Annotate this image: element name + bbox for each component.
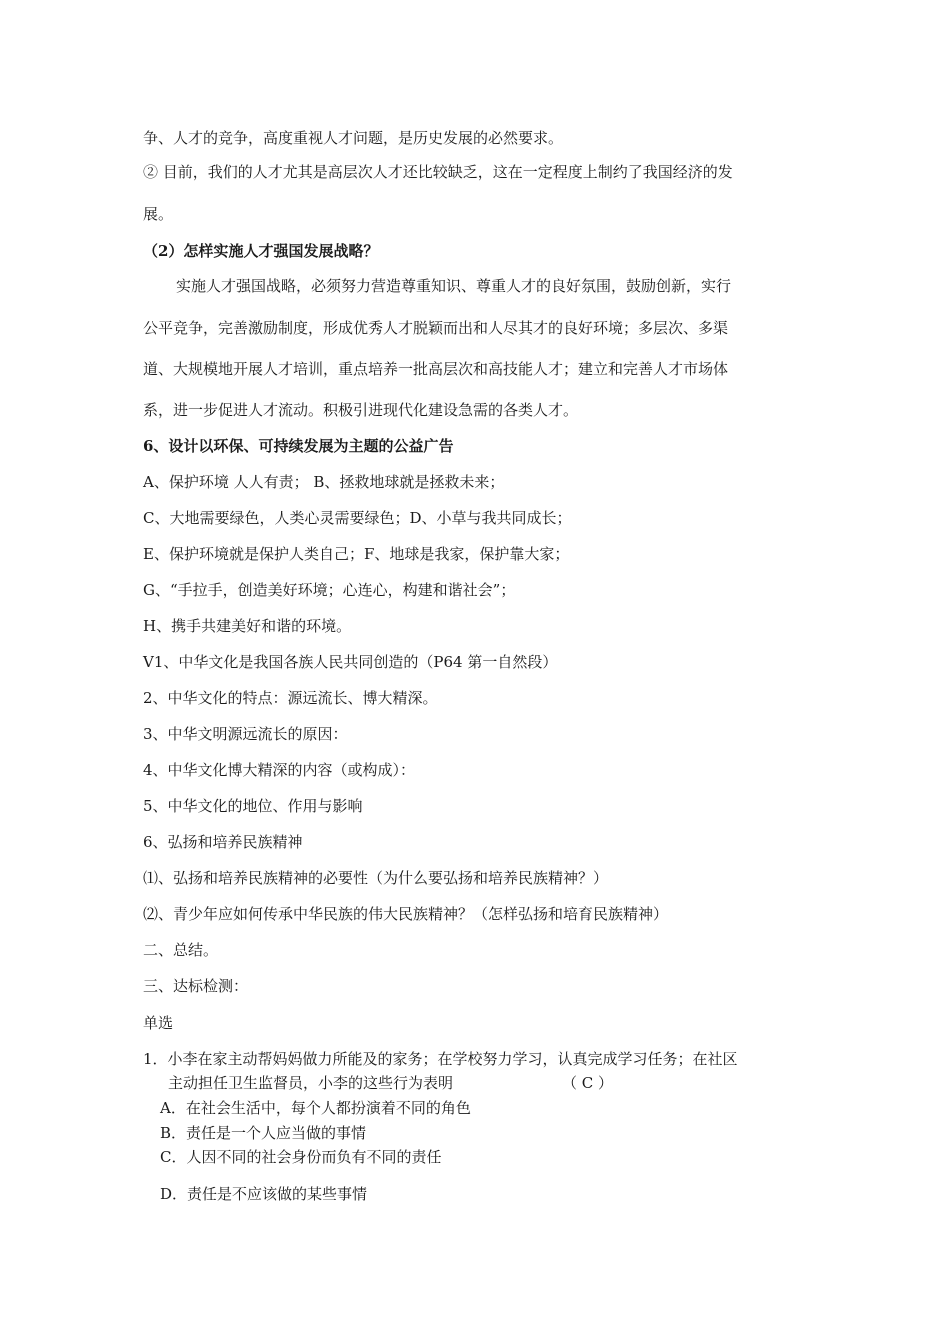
text-line: ⑵、青少年应如何传承中华民族的伟大民族精神？（怎样弘扬和培育民族精神） — [143, 905, 669, 923]
text-line: 5、中华文化的地位、作用与影响 — [143, 797, 363, 815]
section-heading: （2）怎样实施人才强国发展战略？ — [143, 242, 379, 260]
text-line: E、保护环境就是保护人类自己；F、地球是我家，保护靠大家； — [143, 545, 570, 563]
text-line: 三、达标检测： — [143, 977, 249, 995]
text-line: 展。 — [143, 205, 174, 223]
text-line: Ⅴ1、中华文化是我国各族人民共同创造的（P64 第一自然段） — [143, 653, 558, 671]
section-heading: 6、设计以环保、可持续发展为主题的公益广告 — [143, 437, 454, 455]
option-b: B．责任是一个人应当做的事情 — [160, 1124, 367, 1142]
text-line: 道、大规模地开展人才培训，重点培养一批高层次和高技能人才；建立和完善人才市场体 — [143, 360, 729, 378]
text-line: G、“手拉手，创造美好环境；心连心，构建和谐社会”； — [143, 581, 516, 599]
text-line: 4、中华文化博大精深的内容（或构成）： — [143, 761, 416, 779]
option-c: C．人因不同的社会身份而负有不同的责任 — [160, 1148, 442, 1166]
question-text — [168, 1074, 453, 1092]
text-line: 二、总结。 — [143, 941, 219, 959]
text-line: ② 目前，我们的人才尤其是高层次人才还比较缺乏，这在一定程度上制约了我国经济的发 — [143, 163, 733, 181]
text-line: 公平竞争，完善激励制度，形成优秀人才脱颖而出和人尽其才的良好环境；多层次、多渠 — [143, 319, 729, 337]
option-d: D．责任是不应该做的某些事情 — [160, 1185, 368, 1203]
text-line: 单选 — [143, 1014, 174, 1032]
question-text-continued: 主动担任卫生监督员，小李的这些行为表明 — [168, 1074, 454, 1092]
option-a: A．在社会生活中，每个人都扮演着不同的角色 — [160, 1099, 471, 1117]
text-line: 系，进一步促进人才流动。积极引进现代化建设急需的各类人才。 — [143, 401, 579, 419]
text-line: 实施人才强国战略，必须努力营造尊重知识、尊重人才的良好氛围，鼓励创新，实行 — [176, 277, 732, 295]
text-line: ⑴、弘扬和培养民族精神的必要性（为什么要弘扬和培养民族精神？） — [143, 869, 609, 887]
question-text: 1．小李在家主动帮妈妈做力所能及的家务；在学校努力学习，认真完成学习任务；在社区 — [143, 1050, 738, 1068]
text-line: 争、人才的竞争，高度重视人才问题，是历史发展的必然要求。 — [143, 129, 564, 147]
text-line: A、保护环境 人人有责； B、拯救地球就是拯救未来； — [143, 473, 505, 491]
text-line: 2、中华文化的特点：源远流长、博大精深。 — [143, 689, 438, 707]
text-line: 3、中华文明源远流长的原因： — [143, 725, 348, 743]
text-line: C、大地需要绿色，人类心灵需要绿色；D、小草与我共同成长； — [143, 509, 572, 527]
text-line: H、携手共建美好和谐的环境。 — [143, 617, 352, 635]
text-line: 6、弘扬和培养民族精神 — [143, 833, 303, 851]
answer-brackets: （ C ） — [562, 1074, 614, 1092]
